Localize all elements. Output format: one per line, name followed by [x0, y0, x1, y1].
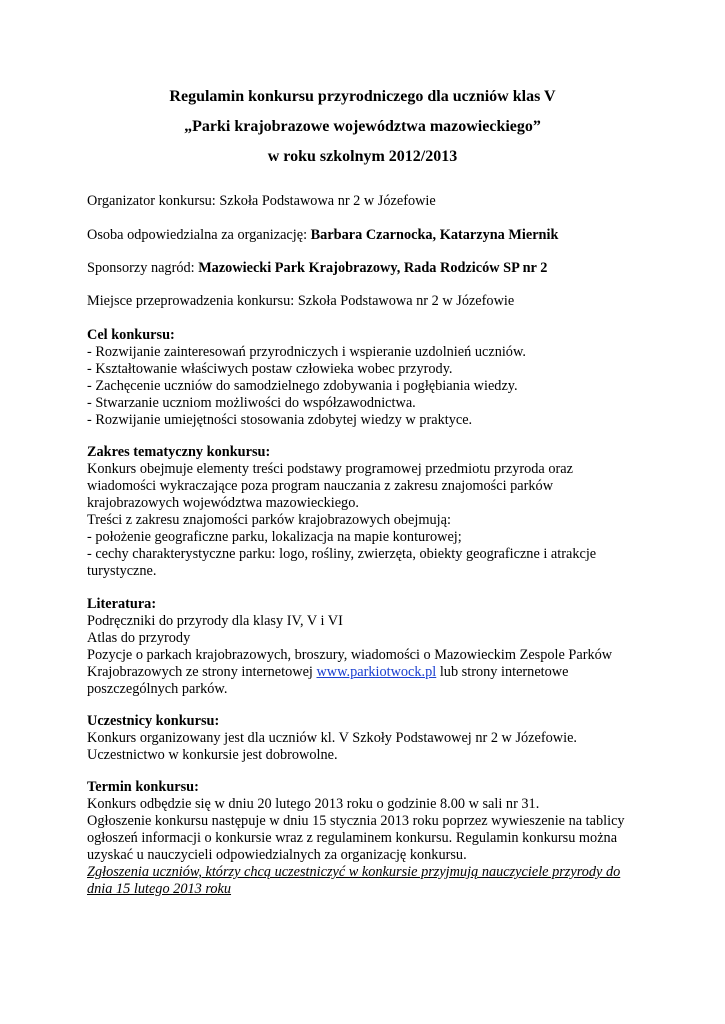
participants-line: Uczestnictwo w konkursie jest dobrowolne.: [87, 747, 338, 763]
scope-line: wiadomości wykraczające poza program nauczania z zakresu znajomości parków: [87, 478, 554, 494]
sponsors-label: Sponsorzy nagród:: [87, 260, 199, 276]
deadline-line: uzyskać u nauczycieli odpowiedzialnych za organizację konkursu.: [87, 847, 467, 863]
literature-line-suffix: lub strony internetowe: [436, 664, 569, 680]
scope-line: Konkurs obejmuje elementy treści podstawy programowej przedmiotu przyroda oraz: [87, 461, 573, 477]
scope-line: turystyczne.: [87, 563, 157, 579]
organizer-line: [87, 193, 436, 210]
document-title-line-3: w roku szkolnym 2012/2013: [267, 148, 458, 165]
place-value: Szkoła Podstawowa nr 2 w Józefowie: [297, 293, 515, 309]
goal-item: - Zachęcenie uczniów do samodzielnego zdobywania i pogłębiania wiedzy.: [87, 378, 518, 394]
scope-line: - cechy charakterystyczne parku: logo, rośliny, zwierzęta, obiekty geograficzne i atrakcje: [87, 546, 597, 562]
parkiotwock-link[interactable]: www.parkiotwock.pl: [316, 664, 437, 680]
scope-heading: Zakres tematyczny konkursu:: [87, 444, 271, 460]
scope-line: - położenie geograficzne parku, lokalizacja na mapie konturowej;: [87, 529, 462, 545]
sponsors-line: [87, 260, 547, 277]
organizer-label: Organizator konkursu:: [87, 193, 220, 209]
literature-line: poszczególnych parków.: [87, 681, 228, 697]
literature-line-with-link: [87, 664, 568, 681]
literature-heading: Literatura:: [87, 596, 157, 612]
goal-item: - Kształtowanie właściwych postaw człowieka wobec przyrody.: [87, 361, 453, 377]
responsible-line: [87, 227, 558, 244]
document-title-line-2: „Parki krajobrazowe województwa mazowieckiego”: [184, 118, 541, 135]
document-title-line-1: Regulamin konkursu przyrodniczego dla uczniów klas V: [169, 88, 556, 105]
literature-line: Atlas do przyrody: [87, 630, 191, 646]
registration-note: Zgłoszenia uczniów, którzy chcą uczestniczyć w konkursie przyjmują nauczyciele przyrody do: [87, 864, 621, 880]
responsible-label: Osoba odpowiedzialna za organizację:: [87, 227, 311, 243]
literature-line-prefix: Krajobrazowych ze strony internetowej: [87, 664, 317, 680]
place-label: Miejsce przeprowadzenia konkursu:: [87, 293, 298, 309]
participants-line: Konkurs organizowany jest dla uczniów kl. V Szkoły Podstawowej nr 2 w Józefowie.: [87, 730, 577, 746]
deadline-line: Ogłoszenie konkursu następuje w dniu 15 stycznia 2013 roku poprzez wywieszenie na tablicy: [87, 813, 625, 829]
responsible-value: Barbara Czarnocka, Katarzyna Miernik: [310, 227, 559, 243]
scope-line: Treści z zakresu znajomości parków krajobrazowych obejmują:: [87, 512, 451, 528]
deadline-line: ogłoszeń informacji o konkursie wraz z regulaminem konkursu. Regulamin konkursu można: [87, 830, 618, 846]
sponsors-value: Mazowiecki Park Krajobrazowy, Rada Rodziców SP nr 2: [198, 260, 548, 276]
literature-line: Podręczniki do przyrody dla klasy IV, V i VI: [87, 613, 343, 629]
registration-note: dnia 15 lutego 2013 roku: [87, 881, 232, 897]
place-line: [87, 293, 514, 310]
goal-heading: Cel konkursu:: [87, 327, 175, 343]
organizer-value: Szkoła Podstawowa nr 2 w Józefowie: [219, 193, 436, 209]
goal-item: - Stwarzanie uczniom możliwości do współzawodnictwa.: [87, 395, 416, 411]
goal-item: - Rozwijanie zainteresowań przyrodniczych i wspieranie uzdolnień uczniów.: [87, 344, 526, 360]
scope-line: krajobrazowych województwa mazowieckiego.: [87, 495, 359, 511]
literature-line: Pozycje o parkach krajobrazowych, broszury, wiadomości o Mazowieckim Zespole Parków: [87, 647, 613, 663]
deadline-line: Konkurs odbędzie się w dniu 20 lutego 2013 roku o godzinie 8.00 w sali nr 31.: [87, 796, 540, 812]
participants-heading: Uczestnicy konkursu:: [87, 713, 220, 729]
deadline-heading: Termin konkursu:: [87, 779, 199, 795]
goal-item: - Rozwijanie umiejętności stosowania zdobytej wiedzy w praktyce.: [87, 412, 473, 428]
